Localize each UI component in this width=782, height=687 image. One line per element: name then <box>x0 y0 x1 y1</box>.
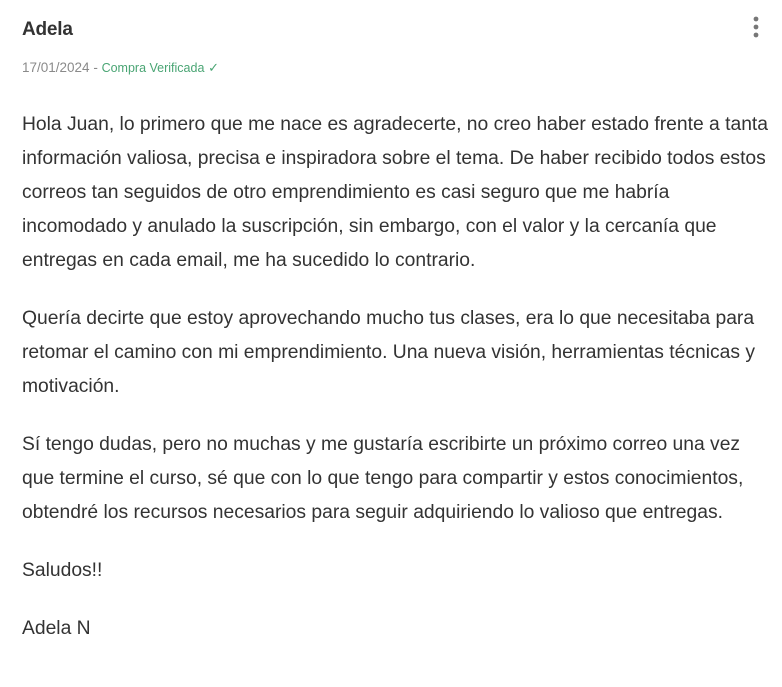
more-vertical-icon <box>746 14 766 40</box>
verified-purchase-label: Compra Verificada <box>101 61 205 75</box>
review-signature: Adela N <box>22 618 91 639</box>
review-paragraph: Quería decirte que estoy aprovechando mucho tus clases, era lo que necesitaba para retomar el camino con mi emprendimiento. Una nueva visión, herramientas técnicas y motivación. <box>22 308 756 397</box>
check-icon: ✓ <box>208 60 220 75</box>
review-greeting: Saludos!! <box>22 560 103 581</box>
review-meta <box>22 60 219 76</box>
review-paragraph: Hola Juan, lo primero que me nace es agradecerte, no creo haber estado frente a tanta información valiosa, precisa e inspiradora sobre el tema. De haber recibido todos estos correos tan seguidos de otro emprendimiento es casi seguro que me habría incomodado y anulado la suscripción, sin embargo, con el valor y la cercanía que entregas en cada email, me ha sucedido lo contrario. <box>22 114 768 271</box>
more-options-button[interactable] <box>746 14 766 40</box>
review-body <box>22 108 772 670</box>
meta-separator: - <box>89 60 102 75</box>
review-author: Adela <box>22 19 73 40</box>
review-date: 17/01/2024 <box>22 60 90 75</box>
review-paragraph: Sí tengo dudas, pero no muchas y me gustaría escribirte un próximo correo una vez que termine el curso, sé que con lo que tengo para compartir y estos conocimientos, obtendré los recursos necesarios para seguir adquiriendo lo valioso que entregas. <box>22 434 744 523</box>
